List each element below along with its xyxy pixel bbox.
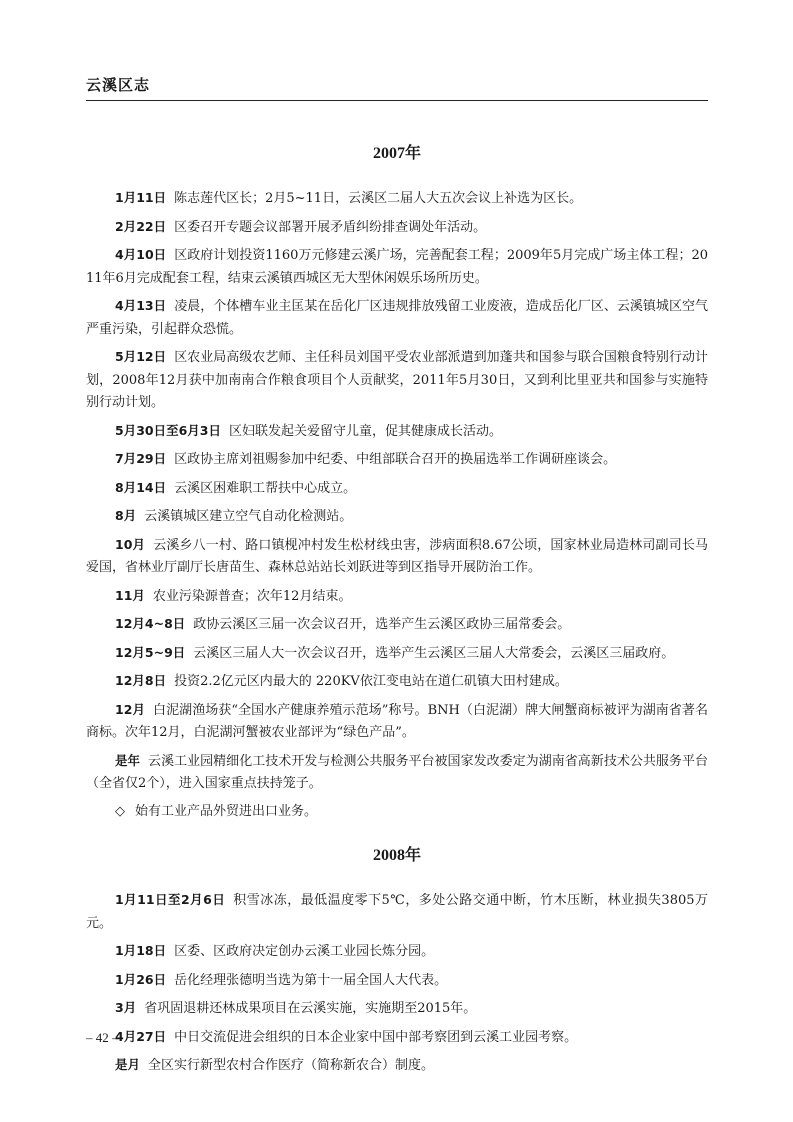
entry-date: 8月14日 [115, 479, 167, 495]
entry-date: 1月11日至2月6日 [115, 892, 226, 907]
entry-date: 1月18日 [115, 943, 167, 958]
entry-date: 12月4~8日 [115, 616, 186, 631]
header-divider [86, 100, 708, 101]
entry-date: 2月22日 [115, 218, 167, 234]
page-body [86, 142, 708, 1083]
entry-text: 区政府计划投资1160万元修建云溪广场，完善配套工程；2009年5月完成广场主体工程；2011年6月完成配套工程，结束云溪镇西城区无大型休闲娱乐场所历史。 [86, 248, 708, 286]
entry-text: 中日交流促进会组织的日本企业家中国中部考察团到云溪工业园考察。 [174, 1029, 578, 1045]
entry-text: 云溪区困难职工帮扶中心成立。 [174, 480, 357, 496]
entry-date: 1月11日 [115, 190, 167, 205]
entry-text: 始有工业产品外贸进出口业务。 [135, 803, 318, 819]
entry-date: 4月13日 [115, 298, 167, 313]
chronicle-entry [86, 969, 708, 993]
entry-date: 4月27日 [115, 1028, 167, 1044]
chronicle-entry [86, 585, 708, 609]
chronicle-entry [86, 670, 708, 694]
chronicle-entry [86, 940, 708, 964]
running-head-title: 云溪区志 [86, 76, 151, 94]
chronicle-entry [86, 187, 708, 211]
entry-date: 8月 [115, 508, 137, 523]
chronicle-entry [86, 477, 708, 501]
entry-text: 农业污染源普查；次年12月结束。 [152, 588, 352, 604]
entry-text: 陈志莲代区长；2月5~11日，云溪区二届人大五次会议上补选为区长。 [174, 191, 583, 206]
entry-date: 5月30日至6月3日 [115, 422, 221, 438]
chronicle-entry [86, 889, 708, 935]
entry-text: 云溪区三届人大一次会议召开，选举产生云溪区三届人大常委会，云溪区三届政府。 [193, 645, 675, 661]
chronicle-entry [86, 699, 708, 745]
entry-text: 区政协主席刘祖赐参加中纪委、中组部联合召开的换届选举工作调研座谈会。 [174, 452, 617, 467]
entry-text: 区妇联发起关爱留守儿童，促其健康成长活动。 [229, 423, 503, 439]
entry-date: 1月26日 [115, 971, 167, 987]
chronicle-entry [86, 750, 708, 796]
year-heading-2008: 2008年 [372, 847, 421, 864]
entry-date: 12月8日 [115, 673, 167, 688]
chronicle-entry [86, 420, 708, 444]
entry-date: 5月12日 [115, 349, 167, 364]
entry-date: 3月 [115, 1000, 137, 1015]
entry-text: 区农业局高级农艺师、主任科员刘国平受农业部派遣到加蓬共和国参与联合国粮食特别行动计划，2008年12月获中加南南合作粮食项目个人贡献奖，2011年5月30日，又到利比里亚共和国参与实施特别行动计划。 [86, 350, 708, 410]
entry-date: 11月 [115, 587, 145, 603]
entry-text: 全区实行新型农村合作医疗（简称新农合）制度。 [148, 1058, 435, 1073]
diamond-bullet-icon: ◇ [115, 803, 125, 819]
entry-text: 云溪工业园精细化工技术开发与检测公共服务平台被国家发改委定为湖南省高新技术公共服务平台（全省仅2个），进入国家重点扶持笼子。 [86, 753, 708, 791]
entry-text: 省巩固退耕还林成果项目在云溪实施，实施期至2015年。 [144, 1001, 477, 1016]
entry-text: 积雪冰冻，最低温度零下5℃，多处公路交通中断，竹木压断，林业损失3805万元。 [86, 893, 708, 931]
entry-date: 是月 [115, 1057, 141, 1072]
chronicle-entry [86, 642, 708, 666]
chronicle-entry [86, 613, 708, 637]
entry-text: 区委召开专题会议部署开展矛盾纠纷排查调处年活动。 [174, 219, 487, 235]
entry-date: 12月5~9日 [115, 644, 186, 660]
chronicle-entry [86, 1054, 708, 1078]
entry-text: 白泥湖渔场获“全国水产健康养殖示范场”称号。BNH（白泥湖）牌大闸蟹商标被评为湖南省著名商标。次年12月，白泥湖河蟹被农业部评为“绿色产品”。 [86, 702, 708, 740]
entry-text: 岳化经理张德明当选为第十一届全国人大代表。 [174, 972, 448, 988]
entry-text: 云溪乡八一村、路口镇枧冲村发生松材线虫害，涉病面积8.67公顷，国家林业局造林司副司长马爱国，省林业厅副厅长唐苗生、森林总站站长刘跃进等到区指导开展防治工作。 [86, 537, 708, 575]
chronicle-entry [86, 244, 708, 290]
chronicle-entry [86, 346, 708, 415]
chronicle-entry [86, 997, 708, 1021]
chronicle-entry [86, 295, 708, 341]
chronicle-entry [86, 801, 708, 824]
entry-date: 4月10日 [115, 247, 167, 262]
chronicle-entry [86, 505, 708, 529]
year-heading-2007: 2007年 [372, 145, 421, 162]
entry-date: 10月 [115, 536, 146, 552]
page-number: – 42 – [86, 1030, 119, 1045]
entry-date: 是年 [115, 752, 141, 768]
entry-date: 7月29日 [115, 451, 167, 466]
entry-text: 政协云溪区三届一次会议召开，选举产生云溪区政协三届常委会。 [193, 617, 571, 632]
chronicle-entry [86, 1026, 708, 1050]
chronicle-entry [86, 216, 708, 240]
chronicle-entry [86, 534, 708, 580]
entry-text: 云溪镇城区建立空气自动化检测站。 [144, 509, 353, 524]
entry-date: 12月 [115, 701, 146, 717]
chronicle-entry [86, 448, 708, 472]
entry-text: 凌晨，个体槽车业主匡某在岳化厂区违规排放残留工业废液，造成岳化厂区、云溪镇城区空气严重污染，引起群众恐慌。 [86, 299, 708, 337]
entry-text: 区委、区政府决定创办云溪工业园长炼分园。 [174, 944, 435, 959]
entry-text: 投资2.2亿元区内最大的 220KV依江变电站在道仁矶镇大田村建成。 [174, 674, 568, 689]
